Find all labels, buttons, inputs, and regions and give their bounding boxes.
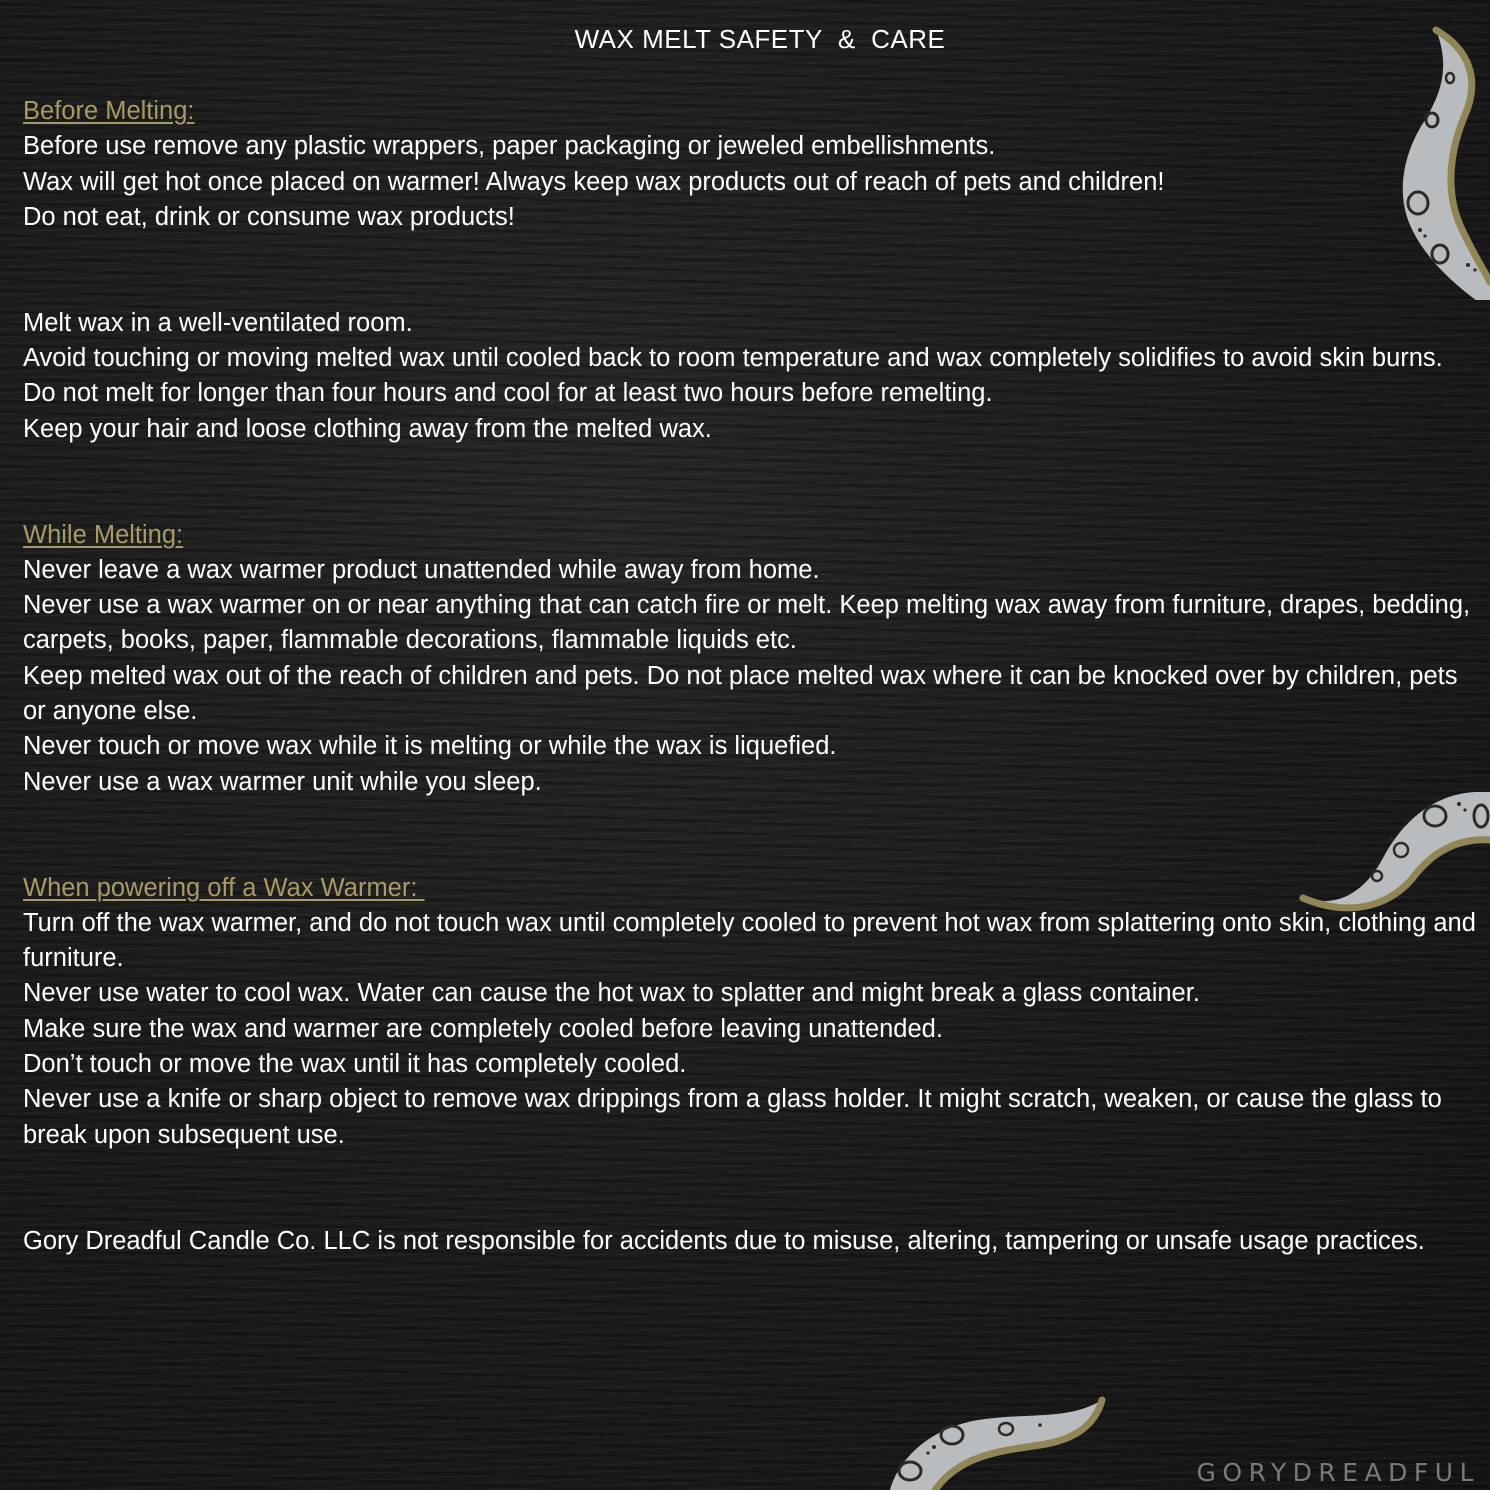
instruction-line: Avoid touching or moving melted wax until cooled back to room temperature and wax completely solidifies to avoid skin burns. <box>23 344 1443 373</box>
tentacle-bottom-icon <box>880 1395 1110 1490</box>
instruction-line: Do not eat, drink or consume wax products! <box>23 202 515 231</box>
while-melting-section <box>23 518 1485 800</box>
section-heading: Before Melting: <box>23 97 195 125</box>
instruction-line: Never use a wax warmer on or near anything that can catch fire or melt. Keep melting wax away from furniture, drapes, bedding, carpets, books, paper, flammable decorations, flammable liquids etc. <box>23 591 1471 655</box>
page-title: WAX MELT SAFETY & CARE <box>574 24 946 54</box>
general-section <box>23 306 1485 447</box>
disclaimer-text: Gory Dreadful Candle Co. LLC is not responsible for accidents due to misuse, altering, tampering or unsafe usage practices. <box>23 1226 1425 1255</box>
instruction-line: Never use water to cool wax. Water can cause the hot wax to splatter and might break a glass container. <box>23 979 1200 1008</box>
instruction-line: Turn off the wax warmer, and do not touch wax until completely cooled to prevent hot wax from splattering onto skin, clothing and furniture. <box>23 908 1476 973</box>
instruction-line: Don’t touch or move the wax until it has completely cooled. <box>23 1050 687 1079</box>
before-melting-section <box>23 94 1485 235</box>
instruction-line: Never use a knife or sharp object to remove wax drippings from a glass holder. It might scratch, weaken, or cause the glass to break upon subsequent use. <box>23 1085 1442 1149</box>
section-heading: While Melting: <box>23 520 184 549</box>
brand-watermark: GORYDREADFUL <box>1196 1458 1480 1487</box>
instruction-line: Do not melt for longer than four hours and cool for at least two hours before remelting. <box>23 379 993 408</box>
powering-off-section <box>23 871 1485 1153</box>
instruction-line: Wax will get hot once placed on warmer! Always keep wax products out of reach of pets and children! <box>23 167 1165 196</box>
instruction-line: Never use a wax warmer unit while you sleep. <box>23 767 542 796</box>
instruction-line: Never leave a wax warmer product unattended while away from home. <box>23 555 820 584</box>
instruction-line: Make sure the wax and warmer are completely cooled before leaving unattended. <box>23 1014 943 1043</box>
instruction-line: Before use remove any plastic wrappers, paper packaging or jeweled embellishments. <box>23 132 996 161</box>
instruction-line: Melt wax in a well-ventilated room. <box>23 308 413 337</box>
section-heading: When powering off a Wax Warmer: <box>23 873 425 902</box>
instruction-line: Keep your hair and loose clothing away from the melted wax. <box>23 414 712 443</box>
instruction-line: Never touch or move wax while it is melting or while the wax is liquefied. <box>23 732 837 761</box>
instruction-line: Keep melted wax out of the reach of children and pets. Do not place melted wax where it can be knocked over by children, pets or anyone else. <box>23 661 1458 726</box>
safety-content <box>23 94 1485 1259</box>
disclaimer-section <box>23 1224 1485 1259</box>
